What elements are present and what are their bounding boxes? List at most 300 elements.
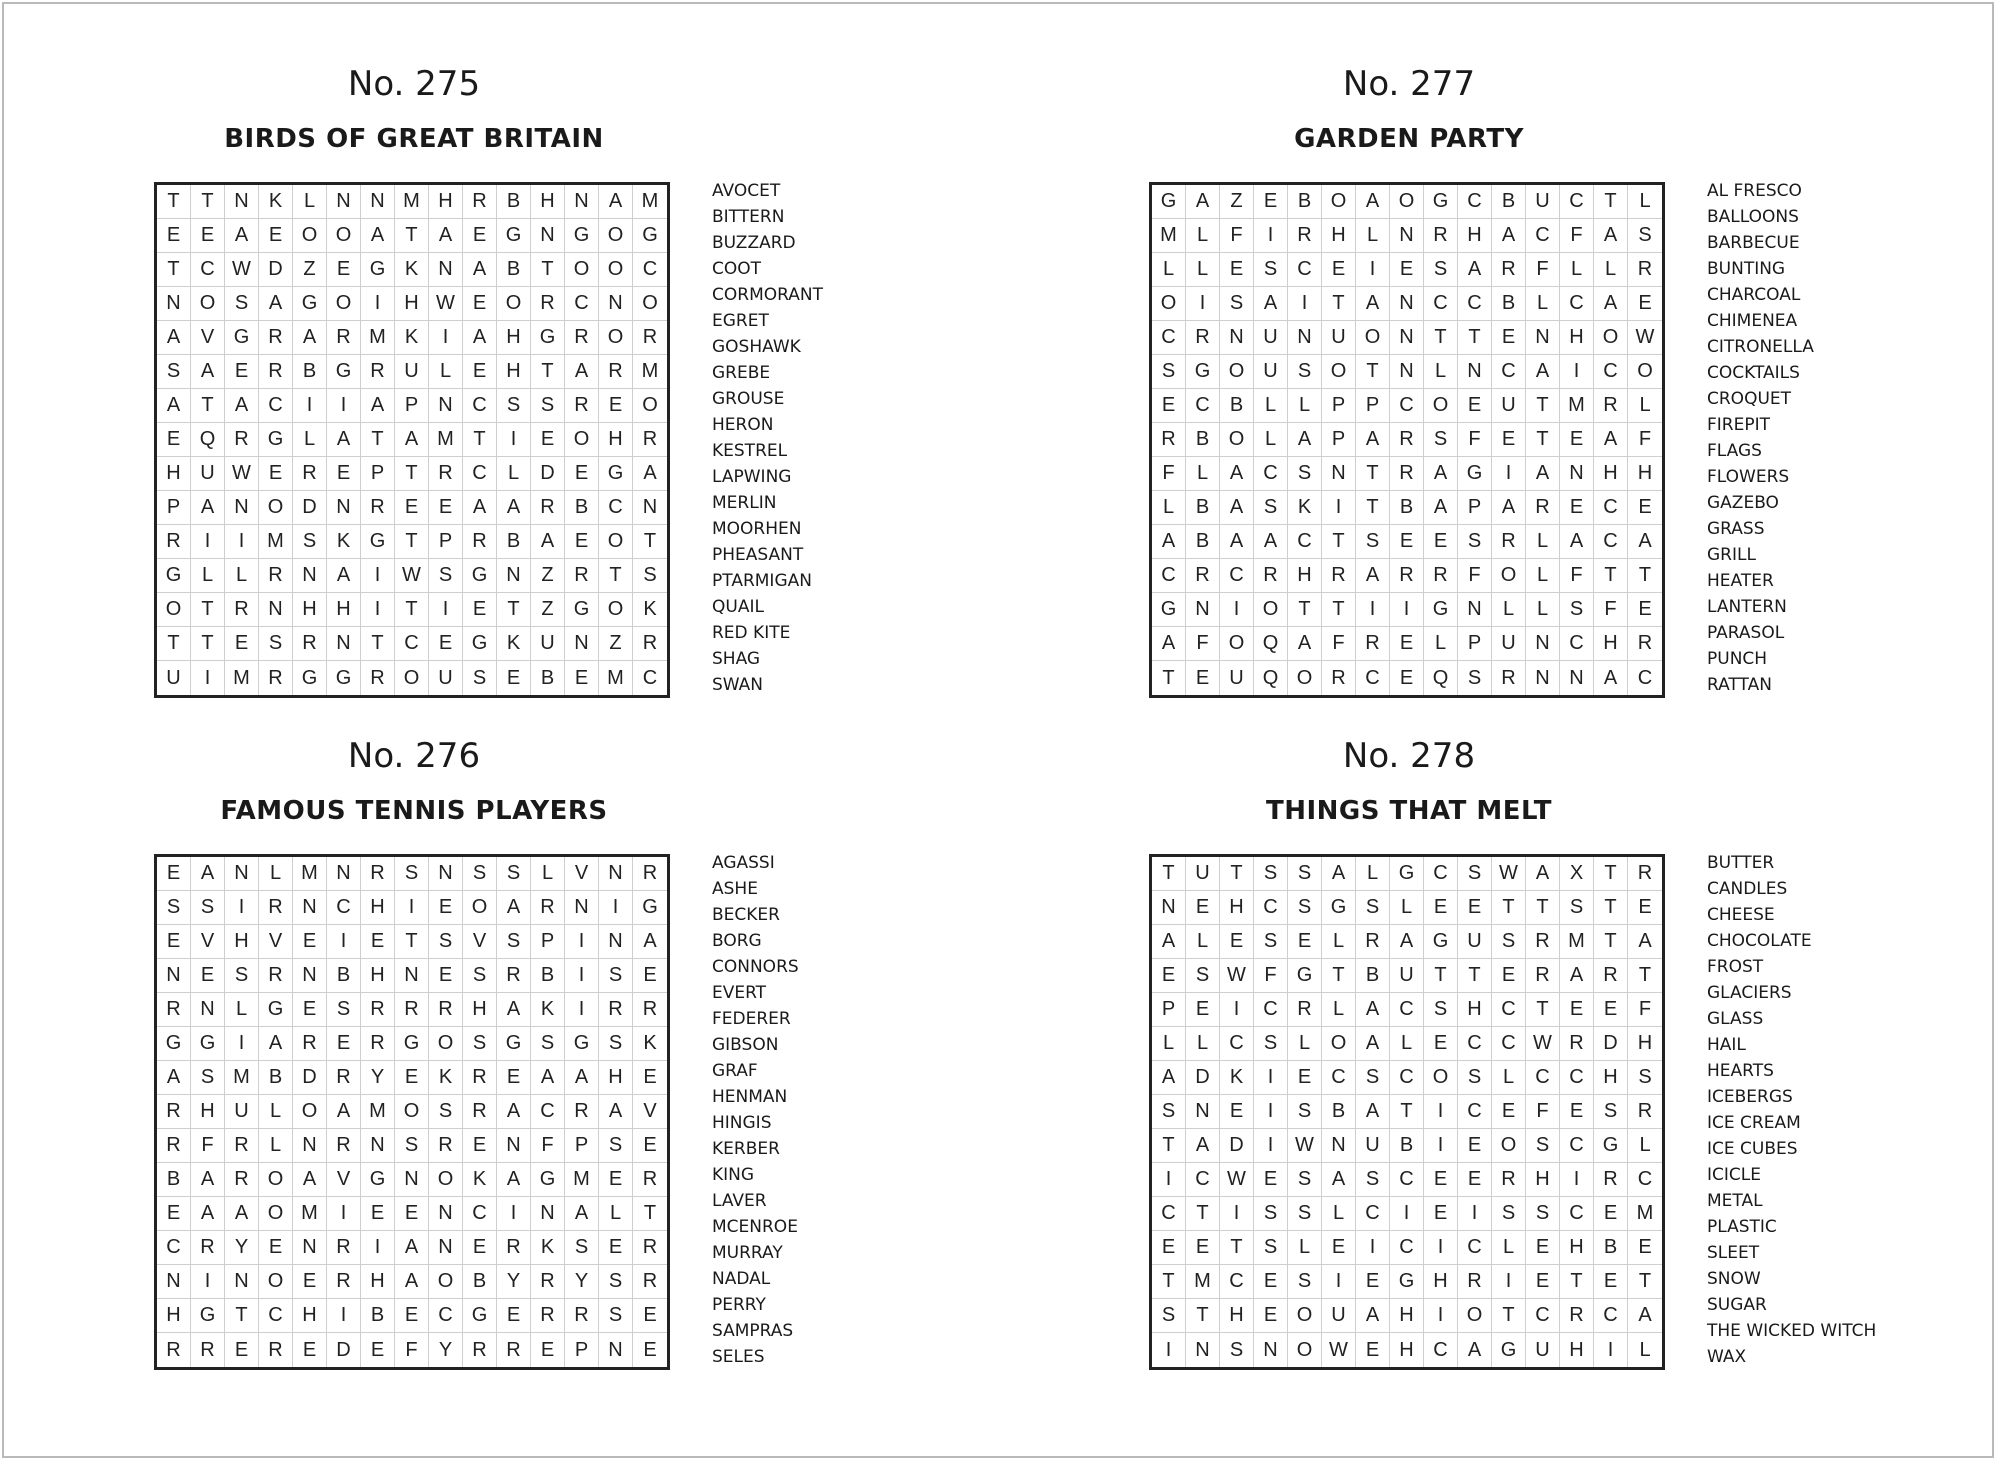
grid-cell: E: [191, 959, 225, 993]
letter-grid: [1152, 185, 1662, 695]
grid-cell: E: [463, 1231, 497, 1265]
grid-cell: U: [191, 457, 225, 491]
grid-cell: V: [191, 925, 225, 959]
word-list-item: GRASS: [1707, 519, 1765, 539]
grid-cell: R: [259, 661, 293, 695]
grid-cell: R: [395, 993, 429, 1027]
grid-cell: A: [565, 355, 599, 389]
grid-cell: B: [1322, 1095, 1356, 1129]
grid-cell: E: [1254, 1265, 1288, 1299]
grid-cell: A: [259, 287, 293, 321]
grid-cell: S: [395, 857, 429, 891]
grid-cell: R: [1288, 993, 1322, 1027]
grid-cell: S: [531, 389, 565, 423]
grid-cell: A: [599, 185, 633, 219]
grid-cell: A: [1628, 1299, 1662, 1333]
grid-cell: V: [327, 1163, 361, 1197]
grid-cell: O: [599, 321, 633, 355]
grid-cell: T: [1424, 321, 1458, 355]
grid-cell: S: [1356, 1061, 1390, 1095]
grid-cell: R: [361, 661, 395, 695]
grid-cell: A: [1526, 857, 1560, 891]
grid-cell: K: [1220, 1061, 1254, 1095]
grid-cell: N: [1322, 457, 1356, 491]
grid-cell: A: [1560, 959, 1594, 993]
grid-cell: I: [225, 1027, 259, 1061]
grid-cell: C: [565, 287, 599, 321]
grid-cell: U: [1254, 321, 1288, 355]
grid-cell: T: [1288, 593, 1322, 627]
grid-cell: I: [1424, 1231, 1458, 1265]
grid-cell: C: [1424, 857, 1458, 891]
word-list-item: GAZEBO: [1707, 493, 1779, 513]
grid-cell: C: [1594, 1299, 1628, 1333]
grid-cell: R: [361, 1027, 395, 1061]
grid-cell: L: [599, 1197, 633, 1231]
grid-cell: E: [463, 1129, 497, 1163]
grid-cell: L: [1186, 253, 1220, 287]
grid-cell: R: [531, 1299, 565, 1333]
grid-cell: R: [259, 1333, 293, 1367]
grid-cell: T: [1220, 857, 1254, 891]
grid-cell: T: [1526, 993, 1560, 1027]
grid-cell: E: [1186, 891, 1220, 925]
grid-cell: C: [1526, 1299, 1560, 1333]
word-list-item: GREBE: [712, 363, 771, 383]
grid-cell: T: [395, 219, 429, 253]
grid-cell: E: [225, 355, 259, 389]
grid-cell: M: [225, 1061, 259, 1095]
grid-cell: N: [225, 857, 259, 891]
grid-cell: S: [395, 1129, 429, 1163]
grid-cell: I: [1322, 491, 1356, 525]
letter-grid: [1152, 857, 1662, 1367]
word-list-item: CHIMENEA: [1707, 311, 1798, 331]
grid-cell: S: [1628, 219, 1662, 253]
grid-cell: Q: [1254, 627, 1288, 661]
grid-cell: O: [1220, 423, 1254, 457]
grid-cell: L: [1152, 491, 1186, 525]
grid-cell: T: [361, 627, 395, 661]
word-list-item: KESTREL: [712, 441, 788, 461]
grid-cell: I: [361, 559, 395, 593]
grid-cell: R: [1458, 1265, 1492, 1299]
grid-cell: T: [395, 457, 429, 491]
grid-cell: S: [1254, 925, 1288, 959]
grid-cell: N: [1526, 321, 1560, 355]
grid-cell: E: [429, 959, 463, 993]
grid-cell: T: [1526, 423, 1560, 457]
word-list-item: COCKTAILS: [1707, 363, 1800, 383]
grid-cell: T: [1594, 857, 1628, 891]
grid-cell: A: [531, 525, 565, 559]
grid-cell: S: [157, 355, 191, 389]
grid-cell: T: [1594, 925, 1628, 959]
grid-cell: C: [1152, 321, 1186, 355]
grid-cell: E: [463, 287, 497, 321]
grid-cell: E: [1356, 1265, 1390, 1299]
grid-cell: G: [463, 559, 497, 593]
grid-cell: B: [531, 959, 565, 993]
grid-cell: C: [327, 891, 361, 925]
grid-cell: R: [1560, 1299, 1594, 1333]
grid-cell: E: [1458, 891, 1492, 925]
word-list-item: SNOW: [1707, 1269, 1761, 1289]
grid-cell: A: [1492, 219, 1526, 253]
grid-cell: A: [1356, 559, 1390, 593]
grid-cell: M: [1560, 389, 1594, 423]
grid-cell: N: [1220, 321, 1254, 355]
grid-cell: E: [1186, 1231, 1220, 1265]
grid-cell: N: [599, 1333, 633, 1367]
grid-cell: C: [531, 1095, 565, 1129]
grid-cell: G: [565, 1027, 599, 1061]
grid-cell: V: [463, 925, 497, 959]
grid-cell: N: [1458, 355, 1492, 389]
grid-cell: N: [395, 959, 429, 993]
grid-cell: S: [599, 959, 633, 993]
grid-cell: B: [531, 661, 565, 695]
grid-cell: S: [463, 1027, 497, 1061]
grid-cell: F: [1220, 219, 1254, 253]
grid-cell: R: [429, 1129, 463, 1163]
grid-cell: C: [1356, 1197, 1390, 1231]
grid-cell: C: [259, 389, 293, 423]
grid-cell: S: [225, 959, 259, 993]
grid-cell: R: [1628, 253, 1662, 287]
grid-cell: S: [1220, 287, 1254, 321]
grid-cell: N: [429, 1197, 463, 1231]
grid-cell: A: [1356, 993, 1390, 1027]
grid-cell: I: [225, 891, 259, 925]
grid-cell: S: [463, 661, 497, 695]
grid-cell: A: [1424, 457, 1458, 491]
grid-cell: R: [463, 1095, 497, 1129]
grid-cell: A: [191, 1163, 225, 1197]
grid-cell: R: [1288, 219, 1322, 253]
grid-cell: H: [1594, 457, 1628, 491]
grid-cell: L: [293, 423, 327, 457]
grid-cell: H: [225, 925, 259, 959]
grid-cell: C: [1220, 1027, 1254, 1061]
grid-cell: T: [191, 185, 225, 219]
grid-cell: O: [599, 525, 633, 559]
word-list-item: ICE CUBES: [1707, 1139, 1798, 1159]
word-list-item: SLEET: [1707, 1243, 1760, 1263]
grid-cell: E: [633, 1299, 667, 1333]
grid-cell: N: [1186, 1333, 1220, 1367]
grid-cell: S: [157, 891, 191, 925]
grid-cell: L: [1186, 925, 1220, 959]
grid-cell: T: [633, 1197, 667, 1231]
grid-cell: L: [1152, 1027, 1186, 1061]
grid-cell: C: [642, 666, 658, 689]
grid-cell: R: [361, 355, 395, 389]
grid-cell: D: [1186, 1061, 1220, 1095]
grid-cell: R: [157, 1095, 191, 1129]
grid-cell: A: [1322, 857, 1356, 891]
grid-cell: L: [1152, 253, 1186, 287]
grid-cell: C: [1458, 185, 1492, 219]
grid-cell: L: [1288, 1231, 1322, 1265]
grid-cell: E: [643, 1338, 657, 1361]
grid-cell: T: [531, 253, 565, 287]
grid-cell: E: [361, 925, 395, 959]
grid-cell: G: [463, 627, 497, 661]
grid-cell: S: [497, 389, 531, 423]
grid-cell: R: [1254, 559, 1288, 593]
grid-cell: A: [1220, 457, 1254, 491]
grid-cell: H: [293, 1299, 327, 1333]
grid-cell: B: [497, 253, 531, 287]
grid-cell: P: [395, 389, 429, 423]
grid-cell: O: [1356, 321, 1390, 355]
word-list-item: CROQUET: [1707, 389, 1792, 409]
word-list-item: QUAIL: [712, 597, 764, 617]
grid-cell: F: [1526, 253, 1560, 287]
grid-cell: S: [1288, 1163, 1322, 1197]
grid-cell: A: [497, 1095, 531, 1129]
grid-cell: R: [1594, 389, 1628, 423]
grid-cell: T: [1322, 959, 1356, 993]
grid-cell: O: [633, 287, 667, 321]
grid-cell: N: [225, 185, 259, 219]
grid-cell: T: [633, 525, 667, 559]
grid-cell: C: [1492, 355, 1526, 389]
grid-cell: M: [1152, 219, 1186, 253]
grid-cell: B: [1186, 525, 1220, 559]
grid-cell: R: [259, 891, 293, 925]
grid-cell: E: [327, 1027, 361, 1061]
grid-cell: U: [1220, 661, 1254, 695]
grid-cell: S: [1254, 1231, 1288, 1265]
grid-cell: E: [225, 1333, 259, 1367]
grid-cell: O: [1220, 355, 1254, 389]
letter-grid-frame: [1149, 182, 1665, 698]
grid-cell: H: [1560, 1333, 1594, 1367]
grid-cell: S: [1254, 1197, 1288, 1231]
grid-cell: L: [1492, 1231, 1526, 1265]
grid-cell: C: [429, 1299, 463, 1333]
grid-cell: L: [259, 857, 293, 891]
grid-cell: H: [1322, 219, 1356, 253]
grid-cell: A: [1356, 423, 1390, 457]
grid-cell: C: [1560, 627, 1594, 661]
grid-cell: R: [531, 491, 565, 525]
grid-cell: M: [633, 355, 667, 389]
grid-cell: R: [327, 1061, 361, 1095]
grid-cell: E: [1560, 491, 1594, 525]
grid-cell: N: [1152, 891, 1186, 925]
grid-cell: R: [191, 1231, 225, 1265]
grid-cell: D: [1594, 1027, 1628, 1061]
grid-cell: E: [1628, 491, 1662, 525]
grid-cell: V: [633, 1095, 667, 1129]
grid-cell: E: [1424, 1027, 1458, 1061]
grid-cell: C: [1637, 666, 1653, 689]
grid-cell: H: [361, 1265, 395, 1299]
grid-cell: S: [1288, 1197, 1322, 1231]
grid-cell: G: [565, 593, 599, 627]
grid-cell: C: [1152, 1197, 1186, 1231]
grid-cell: A: [191, 1197, 225, 1231]
grid-cell: B: [157, 1163, 191, 1197]
grid-cell: C: [1458, 1095, 1492, 1129]
grid-cell: C: [463, 1197, 497, 1231]
grid-cell: C: [1390, 1231, 1424, 1265]
word-list-item: ICICLE: [1707, 1165, 1761, 1185]
grid-cell: E: [1254, 1163, 1288, 1197]
grid-cell: R: [259, 355, 293, 389]
grid-cell: H: [1560, 1231, 1594, 1265]
grid-cell: A: [225, 389, 259, 423]
grid-cell: H: [1628, 457, 1662, 491]
grid-cell: R: [633, 627, 667, 661]
word-list-item: BECKER: [712, 905, 780, 925]
grid-cell: R: [259, 321, 293, 355]
grid-cell: L: [1288, 1027, 1322, 1061]
grid-cell: E: [463, 593, 497, 627]
grid-cell: A: [497, 491, 531, 525]
word-list-item: SUGAR: [1707, 1295, 1767, 1315]
grid-cell: I: [327, 1299, 361, 1333]
grid-cell: O: [327, 287, 361, 321]
grid-cell: O: [463, 891, 497, 925]
grid-cell: N: [429, 857, 463, 891]
grid-cell: G: [463, 1299, 497, 1333]
grid-cell: A: [1356, 1027, 1390, 1061]
grid-cell: N: [1288, 321, 1322, 355]
grid-cell: I: [599, 891, 633, 925]
grid-cell: S: [1356, 525, 1390, 559]
grid-cell: W: [429, 287, 463, 321]
grid-cell: F: [1560, 559, 1594, 593]
grid-cell: S: [327, 993, 361, 1027]
grid-cell: T: [191, 593, 225, 627]
grid-cell: C: [1492, 1027, 1526, 1061]
grid-cell: M: [293, 1197, 327, 1231]
grid-cell: G: [1492, 1333, 1526, 1367]
grid-cell: W: [1220, 1163, 1254, 1197]
grid-cell: C: [1390, 1061, 1424, 1095]
letter-grid-frame: [1149, 854, 1665, 1370]
word-list-item: CONNORS: [712, 957, 799, 977]
letter-grid: [157, 185, 667, 695]
word-list-item: NADAL: [712, 1269, 771, 1289]
grid-cell: H: [1390, 1299, 1424, 1333]
grid-cell: H: [531, 185, 565, 219]
grid-cell: L: [1639, 1338, 1651, 1361]
grid-cell: G: [497, 1027, 531, 1061]
grid-cell: L: [1186, 1027, 1220, 1061]
grid-cell: E: [633, 1129, 667, 1163]
grid-cell: E: [1254, 1299, 1288, 1333]
word-list-item: PERRY: [712, 1295, 766, 1315]
grid-cell: S: [1152, 1095, 1186, 1129]
grid-cell: M: [599, 661, 633, 695]
grid-cell: B: [1356, 959, 1390, 993]
grid-cell: W: [1628, 321, 1662, 355]
grid-cell: R: [429, 457, 463, 491]
grid-cell: O: [633, 389, 667, 423]
grid-cell: S: [1152, 1299, 1186, 1333]
grid-cell: T: [1322, 593, 1356, 627]
grid-cell: E: [191, 219, 225, 253]
grid-cell: T: [1356, 457, 1390, 491]
grid-cell: R: [361, 857, 395, 891]
grid-cell: C: [259, 1299, 293, 1333]
grid-cell: E: [1628, 1231, 1662, 1265]
grid-cell: C: [1458, 1231, 1492, 1265]
grid-cell: U: [1390, 959, 1424, 993]
grid-cell: S: [1288, 891, 1322, 925]
grid-cell: T: [1628, 559, 1662, 593]
grid-cell: P: [429, 525, 463, 559]
grid-cell: S: [599, 1299, 633, 1333]
word-list-item: CANDLES: [1707, 879, 1788, 899]
grid-cell: A: [1288, 423, 1322, 457]
grid-cell: A: [463, 321, 497, 355]
grid-cell: T: [1594, 891, 1628, 925]
grid-cell: Y: [429, 1333, 463, 1367]
grid-cell: G: [157, 559, 191, 593]
grid-cell: C: [463, 389, 497, 423]
grid-cell: R: [1424, 559, 1458, 593]
grid-cell: T: [225, 1299, 259, 1333]
grid-cell: S: [1254, 491, 1288, 525]
grid-cell: E: [259, 219, 293, 253]
grid-cell: H: [1526, 1163, 1560, 1197]
grid-cell: R: [1526, 491, 1560, 525]
grid-cell: R: [1424, 219, 1458, 253]
grid-cell: I: [1288, 287, 1322, 321]
grid-cell: E: [361, 1333, 395, 1367]
word-list-item: GIBSON: [712, 1035, 779, 1055]
grid-cell: R: [327, 1265, 361, 1299]
grid-cell: C: [1424, 287, 1458, 321]
grid-cell: C: [191, 253, 225, 287]
grid-cell: O: [1492, 559, 1526, 593]
grid-cell: K: [259, 185, 293, 219]
grid-cell: M: [293, 857, 327, 891]
grid-cell: H: [1594, 627, 1628, 661]
grid-cell: R: [327, 1129, 361, 1163]
grid-cell: N: [157, 287, 191, 321]
grid-cell: H: [463, 993, 497, 1027]
grid-cell: S: [1424, 253, 1458, 287]
grid-cell: I: [565, 993, 599, 1027]
grid-cell: T: [1526, 891, 1560, 925]
grid-cell: O: [429, 1027, 463, 1061]
grid-cell: A: [1594, 219, 1628, 253]
grid-cell: M: [429, 423, 463, 457]
grid-cell: G: [361, 1163, 395, 1197]
puzzle-number: No. 278: [1342, 736, 1476, 776]
grid-cell: E: [1288, 1061, 1322, 1095]
grid-cell: U: [1186, 857, 1220, 891]
grid-cell: I: [361, 1231, 395, 1265]
grid-cell: C: [1288, 253, 1322, 287]
grid-cell: E: [1492, 959, 1526, 993]
grid-cell: A: [395, 423, 429, 457]
grid-cell: E: [1186, 661, 1220, 695]
grid-cell: E: [531, 423, 565, 457]
grid-cell: W: [1492, 857, 1526, 891]
grid-cell: G: [259, 423, 293, 457]
grid-cell: O: [1288, 1333, 1322, 1367]
grid-cell: F: [1560, 219, 1594, 253]
grid-cell: E: [633, 959, 667, 993]
